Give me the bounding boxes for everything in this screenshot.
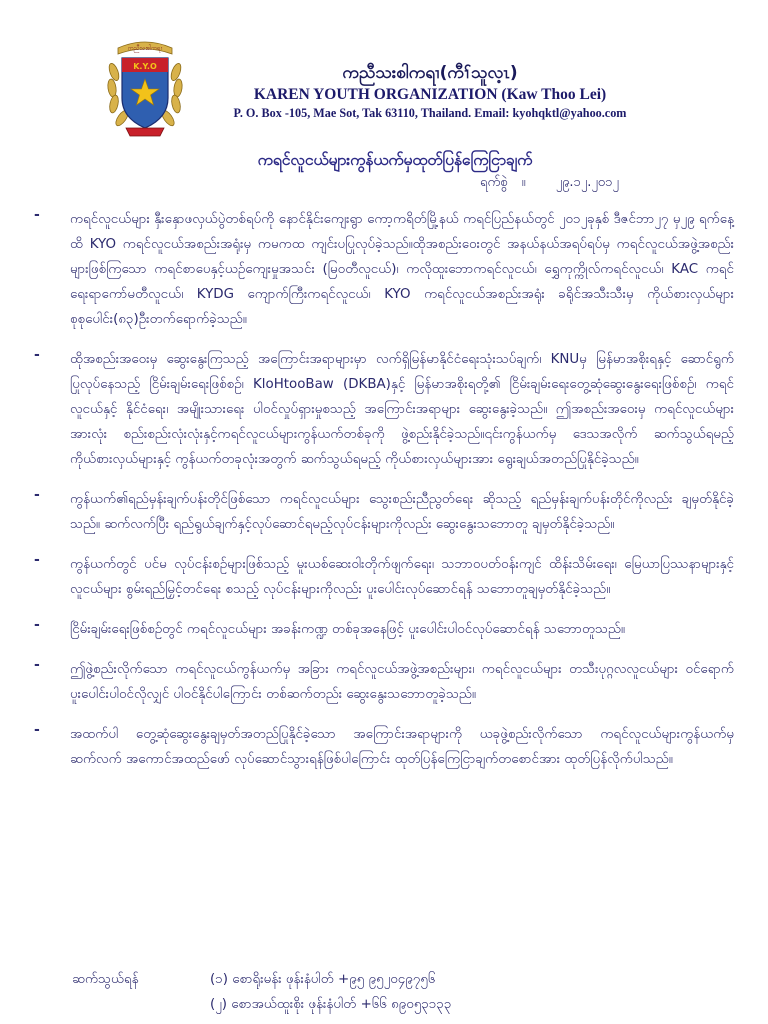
paragraph-item xyxy=(34,552,734,602)
paragraph-text: ငြိမ်းချမ်းရေးဖြစ်စဉ်တွင် ကရင်လူငယ်များ အခန်းကဏ္ဍ တစ်ခုအနေဖြင့် ပူးပေါင်းပါဝင်လုပ်ဆောင်ရန် သဘောတူသည်။ xyxy=(70,622,625,637)
paragraph-item xyxy=(34,657,734,707)
logo-top-text: ကညီသးစါကရၢ xyxy=(127,45,163,52)
date-separator: ။ xyxy=(521,175,526,190)
kyo-logo xyxy=(104,32,186,142)
paragraph-text: အထက်ပါ တွေ့ဆုံဆွေးနွေးချမှတ်အတည်ပြုနိုင်ခဲ့သော အကြောင်းအရာများကို ယခုဖွဲ့စည်းလိုက်သော ကရင်လူငယ်များကွန်ယက်မှ ဆက်လက် အကောင်အထည်ဖော် လုပ်ဆောင်သွားရန်ဖြစ်ပါကြောင်း ထုတ်ပြန်ကြေငြာချက်တစောင်အား ထုတ်ပြန်လိုက်ပါသည်။ xyxy=(70,727,734,767)
ribbon-icon xyxy=(126,128,164,136)
paragraph-text: ကရင်လူငယ်များ နှီးနှောဖလှယ်ပွဲတစ်ရပ်ကို နောင်နိုင်းကျေးရွာ ကော့ကရိတ်မြို့နယ် ကရင်ပြည်နယ်တွင် ၂၀၁၂ခုနှစ် ဒီဇင်ဘာ၂၇ မှ၂၉ ရက်နေ့ထိ KYO ကရင်လူငယ်အစည်းအရုံးမှ ကမကထ ကျင်းပပြုလုပ်ခဲ့သည်။ထိုအစည်းဝေးတွင် အနယ်နယ်အရပ်ရပ်မှ ကရင်လူငယ်အဖွဲ့အစည်းများဖြစ်ကြသော ကရင်စာပေနှင့်ယဉ်ကျေးမှုအသင်း (မြဝတီလူငယ်)၊ ကလိုထူးဘောကရင်လူငယ်၊ ရွှေကုက္ကိုလ်ကရင်လူငယ်၊ KAC ကရင်ရေးရာကော်မတီလူငယ်၊ KYDG ကျောက်ကြီးကရင်လူငယ်၊ KYO ကရင်လူငယ်အစည်းအရုံး ခရိုင်အသီးသီးမှ ကိုယ်စားလှယ်များ စုစုပေါင်း(၈၃)ဦးတက်ရောက်ခဲ့သည်။ xyxy=(70,212,734,327)
bullet-marker: - xyxy=(34,617,40,633)
paragraph-text: ကွန်ယက်၏ရည်မှန်းချက်ပန်းတိုင်ဖြစ်သော ကရင်လူငယ်များ သွေးစည်းညီညွတ်ရေး ဆိုသည့် ရည်မှန်းချက်ပန်းတိုင်ကိုလည်း ချမှတ်နိုင်ခဲ့သည်။ ဆက်လက်ပြီး ရည်ရွယ်ချက်နှင့်လုပ်ဆောင်ရမည့်လုပ်ငန်းများကိုလည်း ဆွေးနွေးသဘောတူ ချမှတ်နိုင်ခဲ့သည်။ xyxy=(70,492,734,532)
kyo-emblem-icon xyxy=(104,32,186,142)
letterhead xyxy=(0,0,768,150)
date-value: ၂၉.၁၂.၂၀၁၂ xyxy=(555,175,619,190)
contact-block xyxy=(72,970,732,1020)
contact-row xyxy=(72,970,732,995)
bullet-marker: - xyxy=(34,657,40,673)
date-label: ရက်စွဲ xyxy=(480,175,508,190)
logo-kyo-text: K.Y.O xyxy=(133,62,157,71)
paragraph-item xyxy=(34,487,734,537)
statement-body xyxy=(34,207,734,787)
bullet-marker: - xyxy=(34,207,40,223)
paragraph-text: ကွန်ယက်တွင် ပင်မ လုပ်ငန်းစဉ်များဖြစ်သည့် မူးယစ်ဆေးဝါးတိုက်ဖျက်ရေး၊ သဘာဝပတ်ဝန်းကျင် ထိန်းသိမ်းရေး၊ မြေယာပြဿနာများနှင့် လူငယ်များ စွမ်းရည်မြှင့်တင်ရေး စသည့် လုပ်ငန်းများကိုလည်း ပူးပေါင်းလုပ်ဆောင်ရန် သဘောတူချမှတ်နိုင်ခဲ့သည်။ xyxy=(70,557,734,597)
bullet-marker: - xyxy=(34,487,40,503)
bullet-marker: - xyxy=(34,722,40,738)
org-address: P. O. Box -105, Mae Sot, Tak 63110, Thailand. Email: kyohqktl@yahoo.com xyxy=(233,106,627,120)
paragraph-text: ဤဖွဲ့စည်းလိုက်သော ကရင်လူငယ်ကွန်ယက်မှ အခြား ကရင်လူငယ်အဖွဲ့အစည်းများ၊ ကရင်လူငယ်များ တသီးပုဂ္ဂလလူငယ်များ ဝင်ရောက်ပူးပေါင်းပါဝင်လိုလျှင် ပါဝင်နိုင်ပါကြောင်း တစ်ဆက်တည်း ဆွေးနွေးသဘောတူခဲ့သည်။ xyxy=(70,662,734,702)
bullet-marker: - xyxy=(34,347,40,363)
paragraph-item xyxy=(34,617,734,642)
paragraph-item xyxy=(34,347,734,472)
org-name-burmese: ကညီသးစါကရၢ(ကီၢ်သူလ့ၤ) xyxy=(342,63,518,83)
contact-row xyxy=(72,995,732,1020)
paragraph-item xyxy=(34,722,734,772)
date-line xyxy=(480,174,720,193)
paragraph-text: ထိုအစည်းအဝေးမှ ဆွေးနွေးကြသည့် အကြောင်းအရာများမှာ လက်ရှိမြန်မာနိုင်ငံရေးသုံးသပ်ချက်၊ KNUမှ မြန်မာအစိုးရနှင့် ဆောင်ရွက်ပြုလုပ်နေသည့် ငြိမ်းချမ်းရေးဖြစ်စဉ်၊ KloHtooBaw (DKBA)နှင့် မြန်မာအစိုးရတို့၏ ငြိမ်းချမ်းရေးတွေ့ဆုံဆွေးနွေးရေးဖြစ်စဉ်၊ ကရင်လူငယ်နှင့် နိုင်ငံရေး၊ အမျိုးသားရေး ပါဝင်လှုပ်ရှားမှုစသည့် အကြောင်းအရာများ ဆွေးနွေးခဲ့သည်။ ဤအစည်းအဝေးမှ ကရင်လူငယ်များအားလုံး စည်းစည်းလုံးလုံးနှင့်ကရင်လူငယ်များကွန်ယက်တစ်ခုကို ဖွဲ့စည်းနိုင်ခဲ့သည်။၎င်းကွန်ယက်မှ ဒေသအလိုက် ဆက်သွယ်ရမည့် ကိုယ်စားလှယ်များနှင့် ကွန်ယက်တခုလုံးအတွက် ဆက်သွယ်ရမည့် ကိုယ်စားလှယ်များအား ရွေးချယ်အတည်ပြုနိုင်ခဲ့သည်။ xyxy=(70,352,734,467)
bullet-marker: - xyxy=(34,552,40,568)
paragraph-item xyxy=(34,207,734,332)
contact-entry: (၁) စောရိုးမန်း ဖုန်းနံပါတ် +၉၅ ၉၅၂၀၄၉၇၅၆ xyxy=(210,972,436,987)
contact-entry: (၂) စောအယ်ထူးစိုး ဖုန်းနံပါတ် +၆၆ ၈၉၀၅၃၁၃၃ xyxy=(210,997,452,1012)
org-name-english: KAREN YOUTH ORGANIZATION (Kaw Thoo Lei) xyxy=(253,86,607,103)
contact-label: ဆက်သွယ်ရန် xyxy=(72,972,139,987)
document-title: ကရင်လူငယ်များကွန်ယက်မှထုတ်ပြန်ကြေငြာချက် xyxy=(257,151,533,169)
